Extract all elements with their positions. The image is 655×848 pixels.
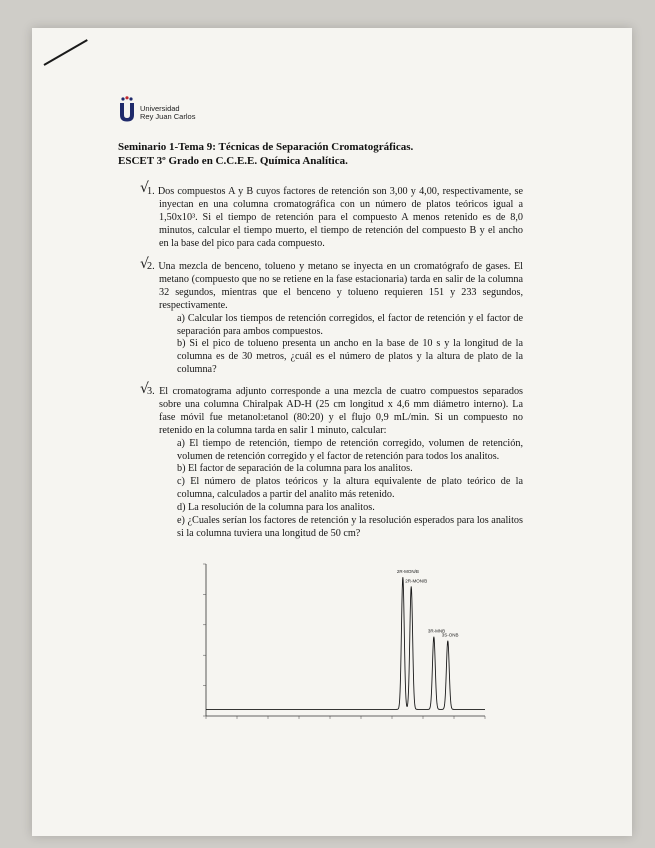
check-mark-3: √	[140, 381, 149, 397]
question-2-text: Una mezcla de benceno, tolueno y metano se inyecta en un cromatógrafo de gases. El metano (compuesto que no se retiene en la fase estacionaria) tarda en salir de la columna 32 segundos, mientras que el benceno y tolueno requieren 151 y 233 segundos, respectivamente.	[158, 261, 523, 311]
question-3-text: El cromatograma adjunto corresponde a una mezcla de cuatro compuestos separados sobre una columna Chiralpak AD-H (25 cm longitud x 4,6 mm diámetro interno). La fase móvil fue metanol:etanol (80:20) y el flujo 0,9 mL/min. Si un compuesto no retenido en la columna tarda en salir 1 minuto, calcular:	[159, 386, 524, 436]
chromatogram	[190, 556, 490, 736]
chromatogram-svg	[190, 556, 490, 736]
peak-label: 2R-MON/B	[396, 569, 419, 575]
question-2b: b) Si el pico de tolueno presenta un ancho en la base de 10 s y la longitud de la columna es de 30 metros, ¿cuál es el número de platos y la altura de plato de la columna?	[177, 338, 523, 376]
question-3a: a) El tiempo de retención, tiempo de retención corregido, volumen de retención, volumen de retención corregido y el factor de retención para todos los analitos.	[177, 437, 523, 462]
signal-trace	[206, 577, 485, 709]
header-subtitle: ESCET 3º Grado en C.C.E.E. Química Analítica.	[118, 155, 348, 167]
document-header	[118, 140, 413, 168]
header-title: Seminario 1-Tema 9: Técnicas de Separación Cromatográficas.	[118, 141, 414, 153]
check-mark-2: √	[140, 256, 149, 272]
university-name-line1: Universidad	[140, 104, 180, 113]
question-2	[147, 261, 523, 377]
university-name-line2: Rey Juan Carlos	[140, 112, 196, 121]
question-3d: d) La resolución de la columna para los analitos.	[177, 502, 375, 514]
question-3-number: 3.	[147, 386, 155, 397]
question-1-text: Dos compuestos A y B cuyos factores de retención son 3,00 y 4,00, respectivamente, se inyectan en una columna cromatográfica con un número de platos teóricos igual a 1,50x10³. Si el tiempo de retención para el compuesto A menos retenido es de 8,0 minutos, calcular el tiempo muerto, el tiempo de retención del compuesto B y el ancho en la base del pico para cada compuesto.	[157, 186, 524, 249]
peak-label: 3R-MNB	[427, 628, 446, 634]
question-1-number: 1.	[147, 186, 155, 197]
university-logo	[118, 96, 195, 122]
peak-label: 2R-MON/B	[405, 578, 428, 584]
peak-label: 3S-ONB	[441, 632, 459, 638]
question-2-number: 2.	[147, 261, 155, 272]
question-3c: c) El número de platos teóricos y la altura equivalente de plato teórico de la columna, calculados a partir del analito más retenido.	[177, 476, 523, 501]
question-3e: e) ¿Cuales serían los factores de retención y la resolución esperados para los analitos si la columna tuviera una longitud de 50 cm?	[177, 515, 523, 539]
check-mark-1: √	[140, 180, 149, 196]
question-3b: b) El factor de separación de la columna para los analitos.	[177, 463, 413, 475]
question-1	[147, 186, 523, 251]
question-2a: a) Calcular los tiempos de retención corregidos, el factor de retención y el factor de separación para ambos compuestos.	[177, 312, 523, 337]
urjc-logo-icon	[118, 96, 136, 122]
question-3	[147, 386, 523, 541]
